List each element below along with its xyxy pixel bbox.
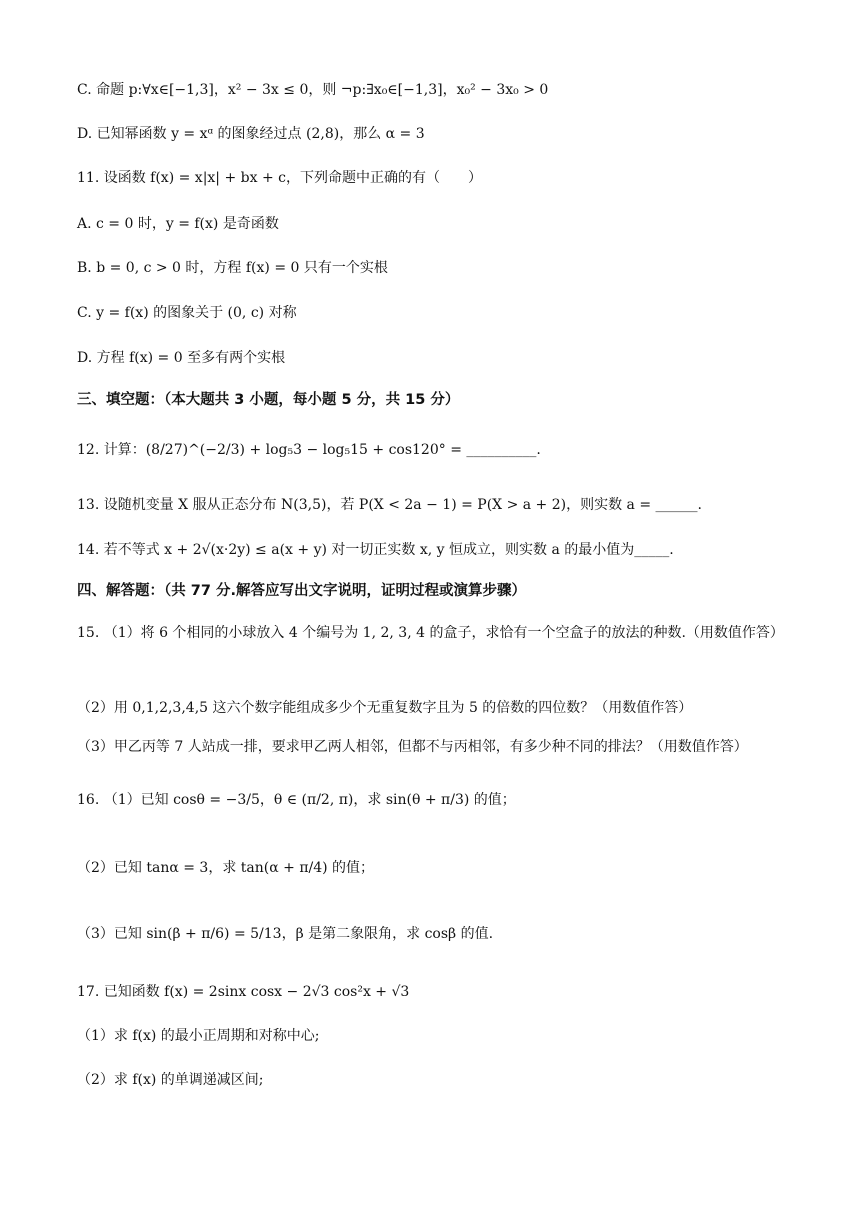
q10-option-c: C. 命题 p:∀x∈[−1,3]，x² − 3x ≤ 0，则 ¬p:∃x₀∈[−1,3]，x₀² − 3x₀ > 0 xyxy=(77,82,549,98)
q17-stem: 17. 已知函数 f(x) = 2sinx cosx − 2√3 cos²x + √3 xyxy=(77,984,410,1000)
q16-part3: （3）已知 sin(β + π/6) = 5/13，β 是第二象限角，求 cosβ 的值. xyxy=(77,926,494,942)
q17-part1: （1）求 f(x) 的最小正周期和对称中心; xyxy=(77,1028,320,1044)
section-3-heading: 三、填空题：（本大题共 3 小题，每小题 5 分，共 15 分） xyxy=(77,392,460,408)
q14: 14. 若不等式 x + 2√(x·2y) ≤ a(x + y) 对一切正实数 x, y 恒成立，则实数 a 的最小值为_____. xyxy=(77,542,674,558)
q11-option-d: D. 方程 f(x) = 0 至多有两个实根 xyxy=(77,350,286,366)
q11-option-c: C. y = f(x) 的图象关于 (0, c) 对称 xyxy=(77,305,297,321)
q12: 12. 计算：(8/27)^(−2/3) + log₅3 − log₅15 + cos120° = __________. xyxy=(77,442,541,458)
q11-option-b: B. b = 0, c > 0 时，方程 f(x) = 0 只有一个实根 xyxy=(77,260,388,276)
q15-part3: （3）甲乙丙等 7 人站成一排，要求甲乙两人相邻，但都不与丙相邻，有多少种不同的排法？（用数值作答） xyxy=(77,739,748,755)
q13: 13. 设随机变量 X 服从正态分布 N(3,5)，若 P(X < 2a − 1) = P(X > a + 2)，则实数 a = ______. xyxy=(77,497,702,513)
q10-option-d: D. 已知幂函数 y = xᵅ 的图象经过点 (2,8)，那么 α = 3 xyxy=(77,126,425,142)
section-4-heading: 四、解答题：（共 77 分.解答应写出文字说明，证明过程或演算步骤） xyxy=(77,583,527,599)
q15-part1: 15. （1）将 6 个相同的小球放入 4 个编号为 1, 2, 3, 4 的盒子，求恰有一个空盒子的放法的种数.（用数值作答） xyxy=(77,625,784,641)
q11-option-a: A. c = 0 时，y = f(x) 是奇函数 xyxy=(77,216,279,232)
q15-part2: （2）用 0,1,2,3,4,5 这六个数字能组成多少个无重复数字且为 5 的倍数的四位数？（用数值作答） xyxy=(77,700,693,716)
q16-part1: 16. （1）已知 cosθ = −3/5，θ ∈ (π/2, π)，求 sin(θ + π/3) 的值； xyxy=(77,792,516,808)
q16-part2: （2）已知 tanα = 3，求 tan(α + π/4) 的值； xyxy=(77,860,375,876)
q17-part2: （2）求 f(x) 的单调递减区间; xyxy=(77,1072,264,1088)
q11-stem: 11. 设函数 f(x) = x|x| + bx + c，下列命题中正确的有（ ） xyxy=(77,170,482,186)
